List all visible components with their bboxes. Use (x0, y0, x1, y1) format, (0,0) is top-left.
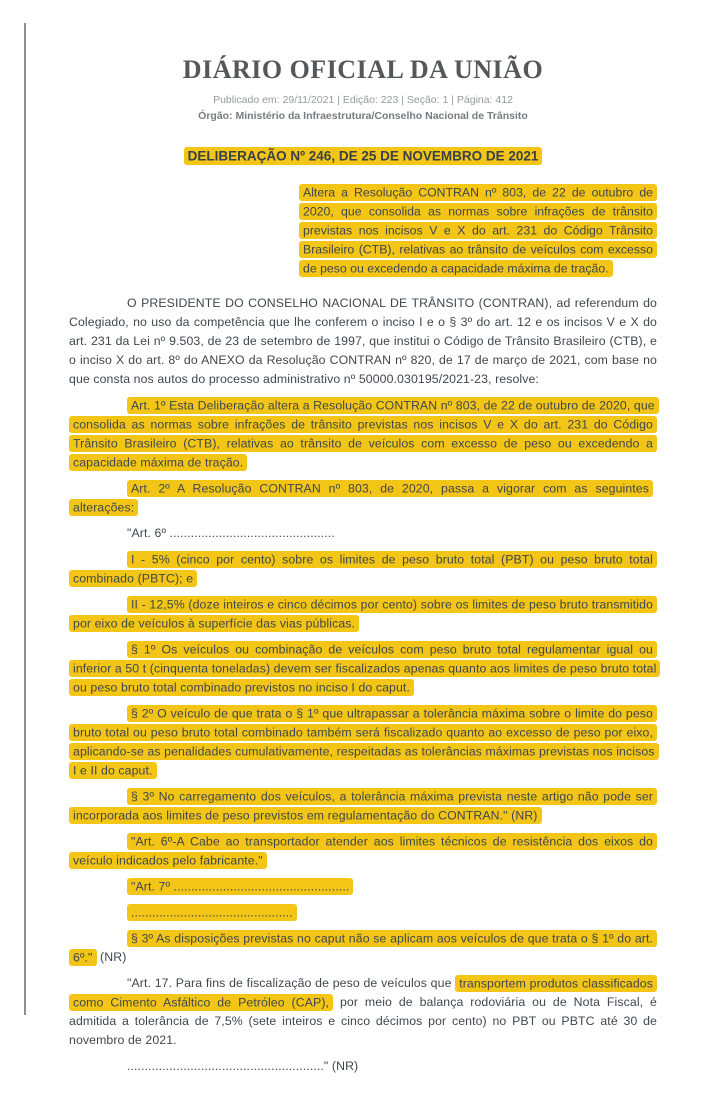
highlight-segment: II - 12,5% (doze inteiros e cinco décimos por cento) sobre os limites de peso bruto transmitido por eixo de veículos à superfície das vias públicas. (69, 596, 657, 633)
paragraph (69, 832, 657, 870)
text-segment: "Art. 17. Para fins de fiscalização de peso de veículos que (127, 976, 456, 990)
ementa-text: Altera a Resolução CONTRAN nº 803, de 22 de outubro de 2020, que consolida as normas sobre infrações de trânsito previstas nos incisos V e X do art. 231 do Código Trânsito Brasileiro (CTB), relativas ao trânsito de veículos com excesso de peso ou excedendo a capacidade máxima de tração. (299, 184, 657, 278)
highlight-segment: Art. 2º A Resolução CONTRAN nº 803, de 2020, passa a vigorar com as seguintes alterações: (69, 480, 653, 517)
paragraph (69, 479, 657, 517)
publication-meta: Publicado em: 29/11/2021 | Edição: 223 | Seção: 1 | Página: 412 (213, 94, 513, 106)
paragraph (69, 704, 657, 780)
text-segment: (NR) (96, 950, 127, 964)
organ-line: Órgão: Ministério da Infraestrutura/Conselho Nacional de Trânsito (198, 110, 528, 122)
paragraph (69, 595, 657, 633)
paragraph (69, 877, 657, 896)
highlight-segment: "Art. 6º-A Cabe ao transportador atender aos limites técnicos de resistência dos eixos do veículo indicados pelo fabricante." (69, 833, 657, 870)
ementa (299, 183, 657, 278)
paragraph (69, 640, 657, 697)
paragraph (69, 550, 657, 588)
document-header (69, 56, 657, 167)
paragraph (69, 1057, 657, 1076)
left-page-rule (24, 23, 26, 1015)
highlight-segment: transportem produtos classificados como Cimento Asfáltico de Petróleo (CAP), (69, 975, 657, 1012)
page-title: DIÁRIO OFICIAL DA UNIÃO (182, 55, 544, 84)
document-body (69, 294, 657, 1076)
highlight-segment: .............................................. (127, 904, 297, 922)
highlight-segment: I - 5% (cinco por cento) sobre os limites de peso bruto total (PBT) ou peso bruto total combinado (PBTC); e (69, 551, 657, 588)
text-segment: ........................................................" (NR) (127, 1059, 359, 1073)
highlight-segment: § 3º No carregamento dos veículos, a tolerância máxima prevista neste artigo não pode ser incorporada aos limites de peso previstos em regulamentação do CONTRAN." (NR) (69, 788, 657, 825)
paragraph (69, 929, 657, 967)
paragraph (69, 396, 657, 472)
highlight-segment: Art. 1º Esta Deliberação altera a Resolução CONTRAN nº 803, de 22 de outubro de 2020, que consolida as normas sobre infrações de trânsito previstas nos incisos V e X do art. 231 do Código Trânsito Brasileiro (CTB), relativas ao trânsito de veículos com excesso de peso ou excedendo a capacidade máxima de tração. (69, 397, 659, 472)
paragraph (69, 903, 657, 922)
text-segment: O PRESIDENTE DO CONSELHO NACIONAL DE TRÂNSITO (CONTRAN), ad referendum do Colegiado, no uso da competência que lhe conferem o inciso I e o § 3º do art. 12 e os incisos V e X do art. 231 da Lei nº 9.503, de 23 de setembro de 1997, que institui o Código de Trânsito Brasileiro (CTB), e o inciso X do art. 8º do ANEXO da Resolução CONTRAN nº 820, de 17 de março de 2021, com base no que consta nos autos do processo administrativo nº 50000.030195/2021-23, resolve: (69, 296, 657, 386)
text-segment: "Art. 6º ............................................... (127, 526, 335, 540)
highlight-segment: § 3º As disposições previstas no caput não se aplicam aos veículos de que trata o § 1º do art. 6º." (69, 930, 657, 967)
highlight-segment: § 2º O veículo de que trata o § 1º que ultrapassar a tolerância máxima sobre o limite do peso bruto total ou peso bruto total combinado também será fiscalizado quanto ao excesso de peso por eixo, aplicando-se as penalidades cumulativamente, respeitadas as tolerâncias máximas previstas nos incisos I e II do caput. (69, 705, 659, 780)
paragraph (69, 524, 657, 543)
highlight-segment: § 1º Os veículos ou combinação de veículos com peso bruto total regulamentar igual ou inferior a 50 t (cinquenta toneladas) devem ser fiscalizados apenas quanto aos limites de peso bruto total ou peso bruto total combinado previstos no inciso I do caput. (69, 641, 660, 697)
paragraph (69, 294, 657, 389)
paragraph (69, 787, 657, 825)
deliberation-headline (69, 145, 657, 167)
text-segment: por meio de balança rodoviária ou de Nota Fiscal, é admitida a tolerância de 7,5% (sete inteiros e cinco décimos por cento) no PBT ou PBTC até 30 de novembro de 2021. (69, 995, 657, 1047)
deliberation-headline-text: DELIBERAÇÃO Nº 246, DE 25 DE NOVEMBRO DE 2021 (184, 147, 543, 166)
highlight-segment: "Art. 7º .................................................. (127, 878, 353, 896)
paragraph (69, 974, 657, 1050)
